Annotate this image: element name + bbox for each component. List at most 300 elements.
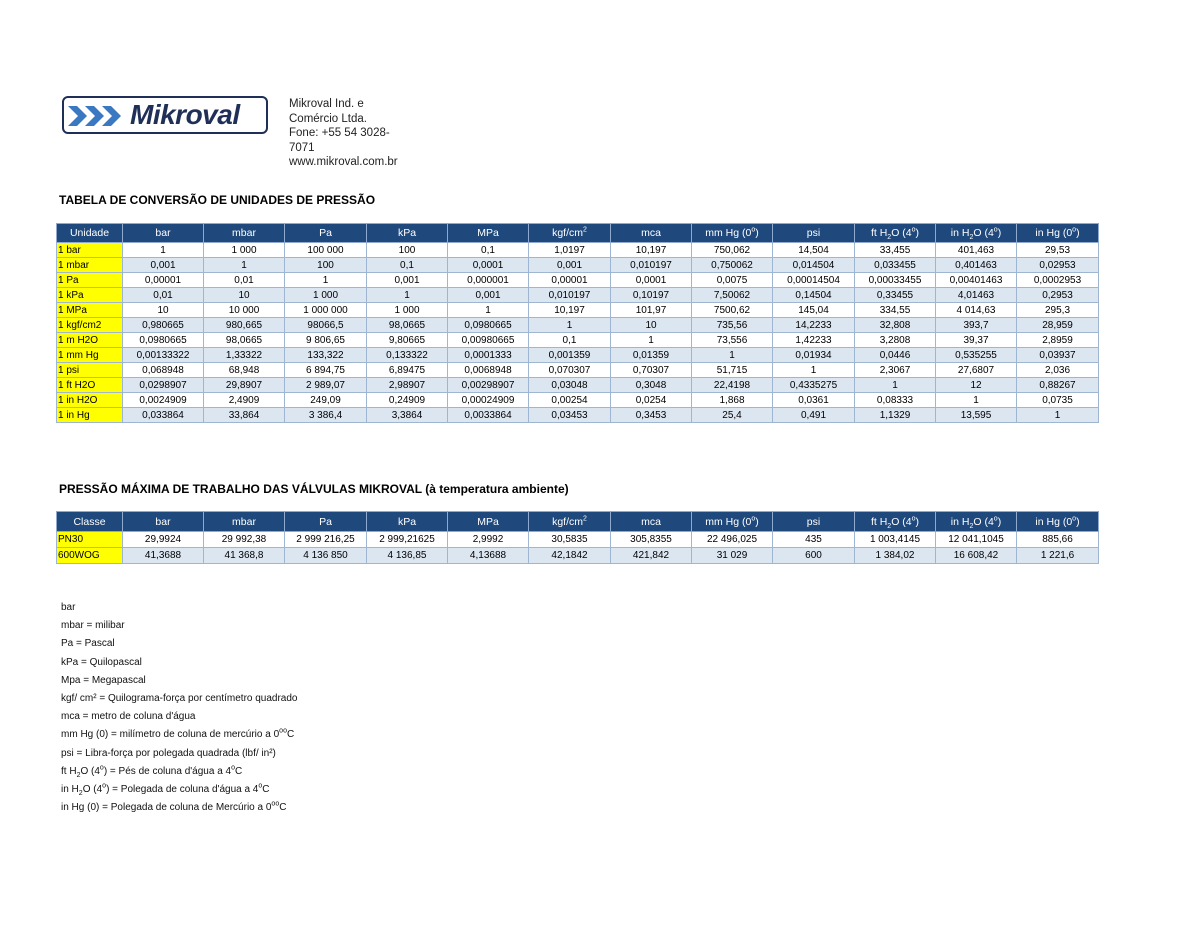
table-cell: 27,6807	[936, 363, 1017, 378]
table-cell: 0,00980665	[448, 333, 529, 348]
table-cell: 1	[123, 243, 204, 258]
table-cell: 0,0001	[448, 258, 529, 273]
table-cell: 0,1	[529, 333, 611, 348]
table-cell: 12 041,1045	[936, 532, 1017, 548]
column-header	[611, 512, 692, 532]
table-cell: 98066,5	[285, 318, 367, 333]
text-part: psi	[806, 515, 821, 528]
table-cell: 0,001359	[529, 348, 611, 363]
row-label: 1 bar	[57, 243, 123, 258]
company-website[interactable]: www.mikroval.com.br	[289, 156, 398, 168]
table-cell: 0,02953	[1017, 258, 1099, 273]
text-part: 2	[583, 515, 587, 522]
table-cell: 334,55	[855, 303, 936, 318]
table-cell: 0,014504	[773, 258, 855, 273]
table-cell: 0,535255	[936, 348, 1017, 363]
column-header	[285, 224, 367, 243]
table-cell: 0,00014504	[773, 273, 855, 288]
table-cell: 0,0980665	[448, 318, 529, 333]
text-part: o	[283, 728, 287, 736]
text-part: ) = Pés de coluna d'água a 4	[103, 765, 232, 777]
table-cell: 6 894,75	[285, 363, 367, 378]
text-part: )	[755, 515, 759, 528]
table-cell: 1	[936, 393, 1017, 408]
table-cell: 0,033864	[123, 408, 204, 423]
text-part: mca = metro de coluna d'água	[61, 711, 196, 723]
table-cell: 0,01	[123, 288, 204, 303]
text-part: )	[755, 227, 759, 239]
table-cell: 0,980665	[123, 318, 204, 333]
text-part: bar	[155, 515, 171, 528]
row-label: 1 psi	[57, 363, 123, 378]
valves-table-title: PRESSÃO MÁXIMA DE TRABALHO DAS VÁLVULAS MIKROVAL (à temperatura ambiente)	[59, 482, 569, 496]
table-cell: 2,8959	[1017, 333, 1099, 348]
text-part: in Hg (0	[1035, 227, 1073, 239]
legend-item	[61, 763, 298, 781]
table-row	[57, 333, 1099, 348]
table-cell: 29,8907	[204, 378, 285, 393]
table-cell: 51,715	[692, 363, 773, 378]
column-header	[285, 512, 367, 532]
table-cell: 2 989,07	[285, 378, 367, 393]
table-row	[57, 273, 1099, 288]
table-cell: 13,595	[936, 408, 1017, 423]
table-cell: 28,959	[1017, 318, 1099, 333]
table-cell: 1 003,4145	[855, 532, 936, 548]
table-cell: 1 000 000	[285, 303, 367, 318]
text-part: O (4	[82, 784, 103, 796]
table-cell: 10	[204, 288, 285, 303]
table-cell: 1	[529, 318, 611, 333]
text-part: o	[271, 800, 276, 808]
text-part: kPa	[397, 227, 417, 239]
text-part: bar	[61, 602, 76, 613]
table-cell: 0,001	[529, 258, 611, 273]
company-phone: Fone: +55 54 3028-7071	[289, 127, 390, 154]
text-part: o	[99, 764, 104, 772]
table-cell: 3,2808	[855, 333, 936, 348]
text-part: ) = Polegada de coluna de Mercúrio a 0	[96, 802, 272, 814]
table-cell: 1,33322	[204, 348, 285, 363]
table-cell: 2,98907	[367, 378, 448, 393]
text-part: O (4	[891, 515, 912, 528]
table-cell: 100	[285, 258, 367, 273]
table-cell: 295,3	[1017, 303, 1099, 318]
mikroval-logo	[62, 96, 268, 134]
row-label: 1 kPa	[57, 288, 123, 303]
table-cell: 0,00254	[529, 393, 611, 408]
table-cell: 0,0068948	[448, 363, 529, 378]
text-part: kPa = Quilopascal	[61, 656, 142, 668]
table-cell: 3 386,4	[285, 408, 367, 423]
table-cell: 249,09	[285, 393, 367, 408]
table-cell: 10	[611, 318, 692, 333]
text-part: o	[993, 226, 998, 234]
table-cell: 6,89475	[367, 363, 448, 378]
legend-item	[61, 708, 298, 726]
table-cell: 1,42233	[773, 333, 855, 348]
table-cell: 0,3048	[611, 378, 692, 393]
table-cell: 1,1329	[855, 408, 936, 423]
text-part: kgf/ cm² = Quilograma-força por centímetro quadrado	[61, 693, 298, 705]
column-header	[204, 512, 285, 532]
text-part: mm Hg (0	[705, 515, 752, 528]
text-part: C	[279, 802, 287, 814]
table-cell: 14,2233	[773, 318, 855, 333]
column-header	[529, 512, 611, 532]
table-cell: 1	[692, 348, 773, 363]
table-cell: 22 496,025	[692, 532, 773, 548]
table-cell: 1	[855, 378, 936, 393]
column-header	[448, 512, 529, 532]
table-row	[57, 243, 1099, 258]
table-cell: 0,00001	[529, 273, 611, 288]
table-cell: 0,001	[367, 273, 448, 288]
table-cell: 10,197	[529, 303, 611, 318]
text-part: mbar = milibar	[61, 620, 125, 632]
table-cell: 1 000	[285, 288, 367, 303]
row-label: 1 Pa	[57, 273, 123, 288]
text-part: 2	[969, 234, 974, 242]
table-cell: 0,0298907	[123, 378, 204, 393]
text-part: MPa	[477, 227, 499, 239]
table-cell: 0,88267	[1017, 378, 1099, 393]
table-cell: 0,033455	[855, 258, 936, 273]
table-cell: 600	[773, 548, 855, 564]
text-part: bar	[155, 227, 171, 239]
table-cell: 0,03048	[529, 378, 611, 393]
table-cell: 25,4	[692, 408, 773, 423]
table-cell: 2,9992	[448, 532, 529, 548]
table-cell: 12	[936, 378, 1017, 393]
text-part: o	[1072, 226, 1077, 234]
units-legend	[61, 599, 298, 817]
table-cell: 0,750062	[692, 258, 773, 273]
table-cell: 32,808	[855, 318, 936, 333]
table-cell: 0,010197	[611, 258, 692, 273]
table-cell: 100	[367, 243, 448, 258]
table-cell: 401,463	[936, 243, 1017, 258]
column-header	[367, 512, 448, 532]
column-header	[1017, 512, 1099, 532]
table-cell: 0,00401463	[936, 273, 1017, 288]
row-label: PN30	[57, 532, 123, 548]
table-cell: 1	[448, 303, 529, 318]
table-cell: 0,03453	[529, 408, 611, 423]
text-part: O (4	[891, 227, 912, 239]
legend-item	[61, 635, 298, 653]
text-part: )	[1076, 515, 1080, 528]
company-name: Mikroval Ind. e Comércio Ltda.	[289, 98, 367, 125]
table-cell: 1	[204, 258, 285, 273]
legend-item	[61, 726, 298, 744]
row-label: 1 MPa	[57, 303, 123, 318]
company-info	[289, 97, 398, 170]
row-label: 1 kgf/cm2	[57, 318, 123, 333]
table-cell: 98,0665	[204, 333, 285, 348]
table-cell: 0,0075	[692, 273, 773, 288]
table-cell: 0,491	[773, 408, 855, 423]
text-part: O (4	[973, 227, 994, 239]
table-cell: 41 368,8	[204, 548, 285, 564]
text-part: psi = Libra-força por polegada quadrada (lbf/ in²)	[61, 747, 276, 759]
table-row	[57, 408, 1099, 423]
table-cell: 9,80665	[367, 333, 448, 348]
table-row	[57, 303, 1099, 318]
table-cell: 9 806,65	[285, 333, 367, 348]
text-part: o	[911, 226, 916, 234]
table-cell: 885,66	[1017, 532, 1099, 548]
table-row	[57, 393, 1099, 408]
column-header	[611, 224, 692, 243]
text-part: mm Hg (0	[705, 227, 752, 239]
legend-item	[61, 781, 298, 799]
text-part: o	[258, 782, 263, 790]
table-cell: 7,50062	[692, 288, 773, 303]
text-part: ) = Polegada de coluna d'água a 4	[106, 784, 259, 796]
table-cell: 3,3864	[367, 408, 448, 423]
table-cell: 0,01934	[773, 348, 855, 363]
table-cell: 435	[773, 532, 855, 548]
table-cell: 0,000001	[448, 273, 529, 288]
text-part: Pa = Pascal	[61, 638, 115, 650]
table-cell: 100 000	[285, 243, 367, 258]
text-part: o	[279, 728, 284, 736]
table-cell: 2 999,21625	[367, 532, 448, 548]
table-cell: 31 029	[692, 548, 773, 564]
table-cell: 0,01	[204, 273, 285, 288]
table-cell: 0,33455	[855, 288, 936, 303]
text-part: in H	[950, 515, 970, 528]
text-part: o	[993, 515, 998, 522]
chevrons-icon	[68, 104, 130, 128]
table-cell: 22,4198	[692, 378, 773, 393]
table-cell: 0,010197	[529, 288, 611, 303]
text-part: o	[1072, 515, 1077, 522]
table-cell: 101,97	[611, 303, 692, 318]
legend-item	[61, 690, 298, 708]
table-cell: 0,08333	[855, 393, 936, 408]
text-part: Pa	[319, 227, 332, 239]
column-header	[936, 224, 1017, 243]
table-row	[57, 288, 1099, 303]
table-cell: 0,2953	[1017, 288, 1099, 303]
table-cell: 10 000	[204, 303, 285, 318]
text-part: mbar	[232, 515, 256, 528]
table-cell: 0,0002953	[1017, 273, 1099, 288]
table-cell: 33,455	[855, 243, 936, 258]
column-header	[123, 512, 204, 532]
table-row	[57, 532, 1099, 548]
table-cell: 0,133322	[367, 348, 448, 363]
text-part: )	[915, 515, 920, 528]
table-cell: 0,0001333	[448, 348, 529, 363]
table-cell: 0,00033455	[855, 273, 936, 288]
row-label: 600WOG	[57, 548, 123, 564]
table-cell: 393,7	[936, 318, 1017, 333]
table-cell: 1,868	[692, 393, 773, 408]
text-part: kPa	[397, 515, 417, 528]
text-part: kgf/cm	[552, 227, 583, 239]
table-cell: 4,13688	[448, 548, 529, 564]
text-part: 2	[887, 522, 892, 530]
text-part: in Hg (0	[61, 802, 97, 814]
table-cell: 0,070307	[529, 363, 611, 378]
table-cell: 0,03937	[1017, 348, 1099, 363]
text-part: 2	[78, 790, 83, 798]
table-cell: 29,53	[1017, 243, 1099, 258]
text-part: o	[231, 764, 236, 772]
table-cell: 14,504	[773, 243, 855, 258]
table-cell: 4 136 850	[285, 548, 367, 564]
text-part: )	[997, 227, 1002, 239]
table-cell: 0,0361	[773, 393, 855, 408]
text-part: Mpa = Megapascal	[61, 674, 146, 686]
table-cell: 133,322	[285, 348, 367, 363]
text-part: o	[275, 800, 280, 808]
text-part: mca	[641, 227, 661, 239]
table-cell: 1	[773, 363, 855, 378]
text-part: ft H	[61, 765, 77, 777]
column-header	[692, 224, 773, 243]
table-cell: 10,197	[611, 243, 692, 258]
text-part: 2	[969, 522, 974, 530]
table-cell: 2 999 216,25	[285, 532, 367, 548]
table-cell: 1 384,02	[855, 548, 936, 564]
table-cell: 29,9924	[123, 532, 204, 548]
conversion-table	[56, 223, 1099, 423]
text-part: psi	[806, 227, 821, 239]
legend-item	[61, 617, 298, 635]
legend-item	[61, 672, 298, 690]
table-cell: 145,04	[773, 303, 855, 318]
text-part: mm Hg (0	[61, 729, 105, 741]
legend-item	[61, 654, 298, 672]
table-cell: 0,4335275	[773, 378, 855, 393]
table-cell: 73,556	[692, 333, 773, 348]
table-cell: 2,3067	[855, 363, 936, 378]
table-cell: 1 221,6	[1017, 548, 1099, 564]
column-header	[204, 224, 285, 243]
text-part: C	[235, 765, 243, 777]
text-part: 2	[887, 234, 892, 242]
table-cell: 0,0024909	[123, 393, 204, 408]
table-cell: 10	[123, 303, 204, 318]
table-cell: 980,665	[204, 318, 285, 333]
table-cell: 2,4909	[204, 393, 285, 408]
table-row	[57, 318, 1099, 333]
text-part: 2	[76, 771, 81, 779]
table-cell: 0,00298907	[448, 378, 529, 393]
text-part: mca	[641, 515, 661, 528]
row-label: 1 mm Hg	[57, 348, 123, 363]
table-cell: 0,00024909	[448, 393, 529, 408]
text-part: o	[751, 515, 756, 522]
table-cell: 0,14504	[773, 288, 855, 303]
legend-item	[61, 745, 298, 763]
table-cell: 1	[285, 273, 367, 288]
table-cell: 0,068948	[123, 363, 204, 378]
corner-header: Classe	[57, 512, 123, 532]
column-header	[1017, 224, 1099, 243]
table-cell: 0,0446	[855, 348, 936, 363]
table-cell: 1	[367, 288, 448, 303]
column-header	[773, 224, 855, 243]
table-cell: 1 000	[204, 243, 285, 258]
text-part: O (4	[973, 515, 994, 528]
table-cell: 16 608,42	[936, 548, 1017, 564]
table-cell: 29 992,38	[204, 532, 285, 548]
table-row	[57, 548, 1099, 564]
table-cell: 0,1	[448, 243, 529, 258]
text-part: in H	[950, 227, 970, 239]
row-label: 1 m H2O	[57, 333, 123, 348]
table-cell: 1 000	[367, 303, 448, 318]
table-cell: 41,3688	[123, 548, 204, 564]
table-cell: 4 136,85	[367, 548, 448, 564]
column-header	[529, 224, 611, 243]
conversion-table-title: TABELA DE CONVERSÃO DE UNIDADES DE PRESSÃO	[59, 193, 376, 207]
logo-wordmark: Mikroval	[130, 99, 240, 130]
text-part: O (4	[80, 765, 100, 777]
table-cell: 305,8355	[611, 532, 692, 548]
table-cell: 0,00001	[123, 273, 204, 288]
table-cell: 0,0254	[611, 393, 692, 408]
text-part: mbar	[232, 227, 256, 239]
text-part: )	[915, 227, 920, 239]
table-cell: 0,01359	[611, 348, 692, 363]
text-part: 2	[583, 226, 587, 234]
table-cell: 33,864	[204, 408, 285, 423]
text-part: MPa	[477, 515, 499, 528]
table-cell: 4,01463	[936, 288, 1017, 303]
column-header	[855, 224, 936, 243]
table-cell: 0,0033864	[448, 408, 529, 423]
table-cell: 735,56	[692, 318, 773, 333]
table-cell: 0,401463	[936, 258, 1017, 273]
text-part: C	[286, 729, 295, 741]
row-label: 1 in Hg	[57, 408, 123, 423]
legend-item	[61, 599, 298, 617]
text-part: ft H	[870, 515, 888, 528]
table-cell: 4 014,63	[936, 303, 1017, 318]
valves-pressure-table	[56, 511, 1099, 564]
table-cell: 7500,62	[692, 303, 773, 318]
table-cell: 1	[611, 333, 692, 348]
column-header	[692, 512, 773, 532]
table-row	[57, 258, 1099, 273]
column-header	[773, 512, 855, 532]
column-header	[123, 224, 204, 243]
table-cell: 0,3453	[611, 408, 692, 423]
table-cell: 0,0001	[611, 273, 692, 288]
row-label: 1 ft H2O	[57, 378, 123, 393]
table-cell: 39,37	[936, 333, 1017, 348]
table-cell: 0,001	[448, 288, 529, 303]
legend-item	[61, 799, 298, 817]
column-header	[855, 512, 936, 532]
table-cell: 421,842	[611, 548, 692, 564]
text-part: ft H	[870, 227, 888, 239]
table-cell: 0,00133322	[123, 348, 204, 363]
text-part: Pa	[319, 515, 332, 528]
table-row	[57, 348, 1099, 363]
text-part: o	[751, 226, 756, 234]
text-part: )	[997, 515, 1002, 528]
table-cell: 0,10197	[611, 288, 692, 303]
text-part: o	[911, 515, 916, 522]
table-cell: 0,001	[123, 258, 204, 273]
